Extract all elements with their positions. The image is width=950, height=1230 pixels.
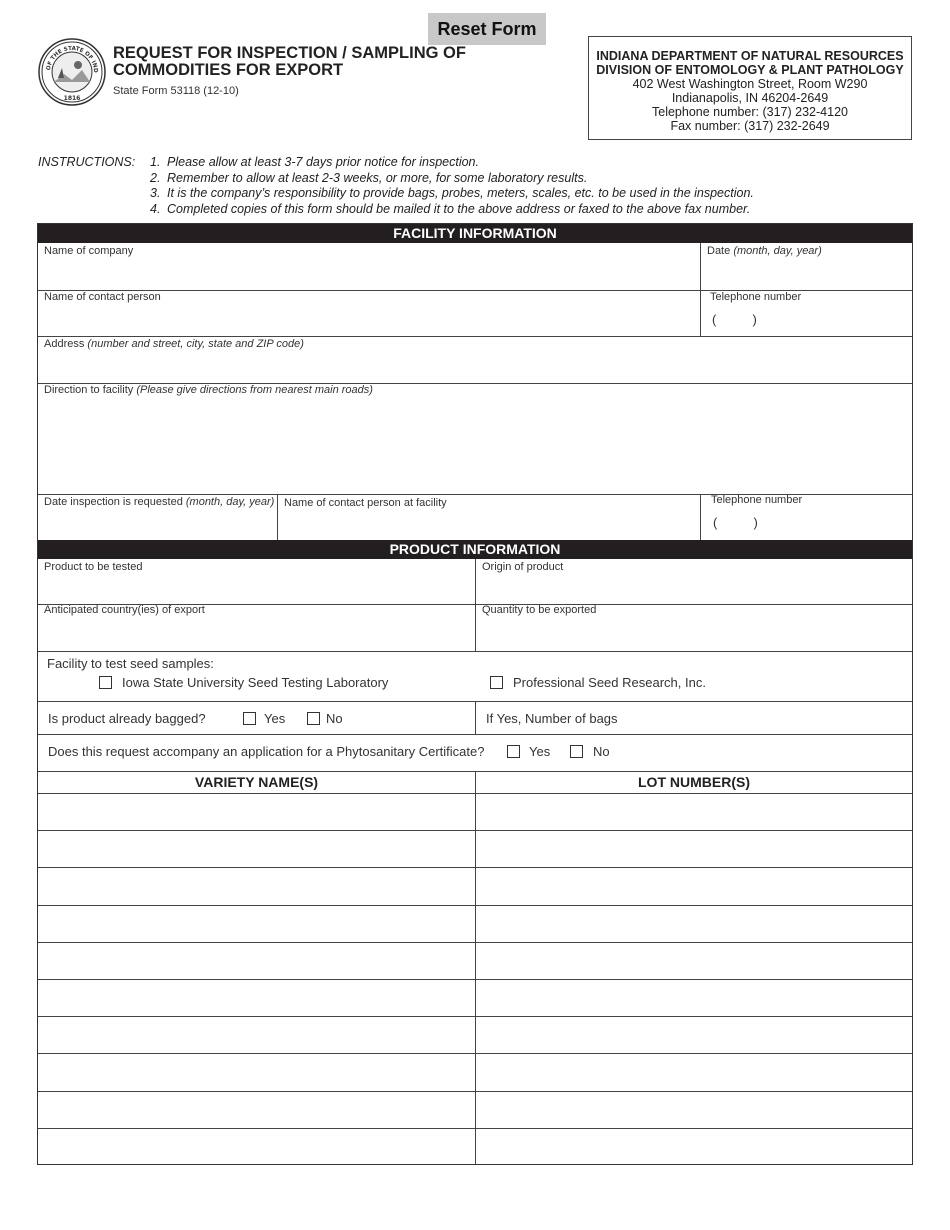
quantity-label: Quantity to be exported [482, 604, 597, 616]
agency-name: INDIANA DEPARTMENT OF NATURAL RESOURCES [596, 49, 904, 63]
seal-text: OF THE STATE OF IND [45, 45, 99, 73]
bagged-no-checkbox[interactable] [307, 712, 320, 725]
phyto-no-label: No [593, 744, 610, 759]
lot-number-cell[interactable] [476, 868, 912, 904]
seal-year: 1816 [63, 95, 81, 102]
seed-facility-label: Facility to test seed samples: [47, 656, 214, 671]
lot-number-cell[interactable] [476, 794, 912, 830]
form-number: State Form 53118 (12-10) [113, 85, 239, 97]
lot-number-cell[interactable] [476, 1054, 912, 1090]
company-name-field[interactable] [38, 243, 700, 290]
bagged-yes-label: Yes [264, 711, 286, 726]
phyto-no-checkbox[interactable] [570, 745, 583, 758]
company-name-label: Name of company [44, 245, 134, 257]
form-title [113, 45, 466, 79]
form-body [37, 223, 913, 1165]
variety-names-header: VARIETY NAME(S) [194, 774, 319, 790]
telephone-label: Telephone number [710, 291, 802, 303]
instructions-label: INSTRUCTIONS: [38, 155, 136, 169]
agency-phone: Telephone number: (317) 232-4120 [652, 105, 848, 119]
instructions-list [150, 155, 754, 217]
bagged-no-label: No [326, 711, 343, 726]
product-label: Product to be tested [44, 561, 143, 573]
professional-seed-checkbox[interactable] [490, 676, 503, 689]
variety-name-cell[interactable] [38, 906, 475, 942]
lot-number-cell[interactable] [476, 1092, 912, 1128]
lot-numbers-header: LOT NUMBER(S) [638, 774, 750, 790]
bagged-yes-checkbox[interactable] [243, 712, 256, 725]
facility-telephone-area-code: ( ) [713, 515, 758, 530]
instruction-item: 4. Completed copies of this form should be mailed it to the above address or faxed to the above fax number. [150, 201, 751, 216]
bagged-question: Is product already bagged? [48, 711, 206, 726]
agency-address-box [588, 36, 912, 140]
instruction-item: 1. Please allow at least 3-7 days prior notice for inspection. [150, 155, 479, 169]
variety-name-cell[interactable] [38, 980, 475, 1016]
directions-label: Direction to facility (Please give directions from nearest main roads) [44, 384, 373, 396]
address-label: Address (number and street, city, state and ZIP code) [44, 338, 304, 350]
reset-form-button[interactable]: Reset Form [428, 13, 546, 45]
variety-name-cell[interactable] [38, 1017, 475, 1053]
lot-number-cell[interactable] [476, 1129, 912, 1165]
telephone-area-code: ( ) [712, 312, 757, 327]
facility-contact-label: Name of contact person at facility [284, 497, 447, 509]
lot-number-cell[interactable] [476, 943, 912, 979]
product-section-header: PRODUCT INFORMATION [38, 540, 912, 559]
variety-name-cell[interactable] [38, 943, 475, 979]
lot-number-cell[interactable] [476, 906, 912, 942]
variety-name-cell[interactable] [38, 1129, 475, 1165]
lot-number-cell[interactable] [476, 1017, 912, 1053]
number-of-bags-label: If Yes, Number of bags [486, 711, 618, 726]
lot-number-cell[interactable] [476, 980, 912, 1016]
iowa-state-option-label: Iowa State University Seed Testing Laboratory [122, 675, 389, 690]
variety-name-cell[interactable] [38, 794, 475, 830]
lot-number-cell[interactable] [476, 831, 912, 867]
export-countries-label: Anticipated country(ies) of export [44, 604, 205, 616]
facility-telephone-label: Telephone number [711, 494, 803, 506]
directions-field[interactable] [38, 384, 912, 494]
phyto-yes-label: Yes [529, 744, 551, 759]
state-seal-icon [38, 38, 106, 106]
inspection-date-label: Date inspection is requested (month, day, year) [44, 496, 275, 508]
variety-name-cell[interactable] [38, 1054, 475, 1090]
facility-section-header: FACILITY INFORMATION [38, 224, 912, 243]
title-line-1: REQUEST FOR INSPECTION / SAMPLING OF [113, 44, 466, 62]
date-label: Date (month, day, year) [707, 245, 822, 257]
variety-name-cell[interactable] [38, 831, 475, 867]
contact-person-label: Name of contact person [44, 291, 161, 303]
phytosanitary-question: Does this request accompany an application for a Phytosanitary Certificate? [48, 744, 485, 759]
instruction-item: 3. It is the company’s responsibility to provide bags, probes, meters, scales, etc. to be used in the inspection. [150, 186, 754, 200]
title-line-2: COMMODITIES FOR EXPORT [113, 61, 344, 79]
iowa-state-checkbox[interactable] [99, 676, 112, 689]
phyto-yes-checkbox[interactable] [507, 745, 520, 758]
agency-city: Indianapolis, IN 46204-2649 [671, 91, 829, 105]
variety-name-cell[interactable] [38, 1092, 475, 1128]
professional-seed-option-label: Professional Seed Research, Inc. [513, 675, 706, 690]
origin-label: Origin of product [482, 561, 564, 573]
instruction-item: 2. Remember to allow at least 2-3 weeks, or more, for some laboratory results. [150, 170, 588, 185]
agency-division: DIVISION OF ENTOMOLOGY & PLANT PATHOLOGY [596, 63, 904, 77]
variety-name-cell[interactable] [38, 868, 475, 904]
agency-street: 402 West Washington Street, Room W290 [632, 77, 868, 91]
agency-fax: Fax number: (317) 232-2649 [670, 119, 830, 133]
